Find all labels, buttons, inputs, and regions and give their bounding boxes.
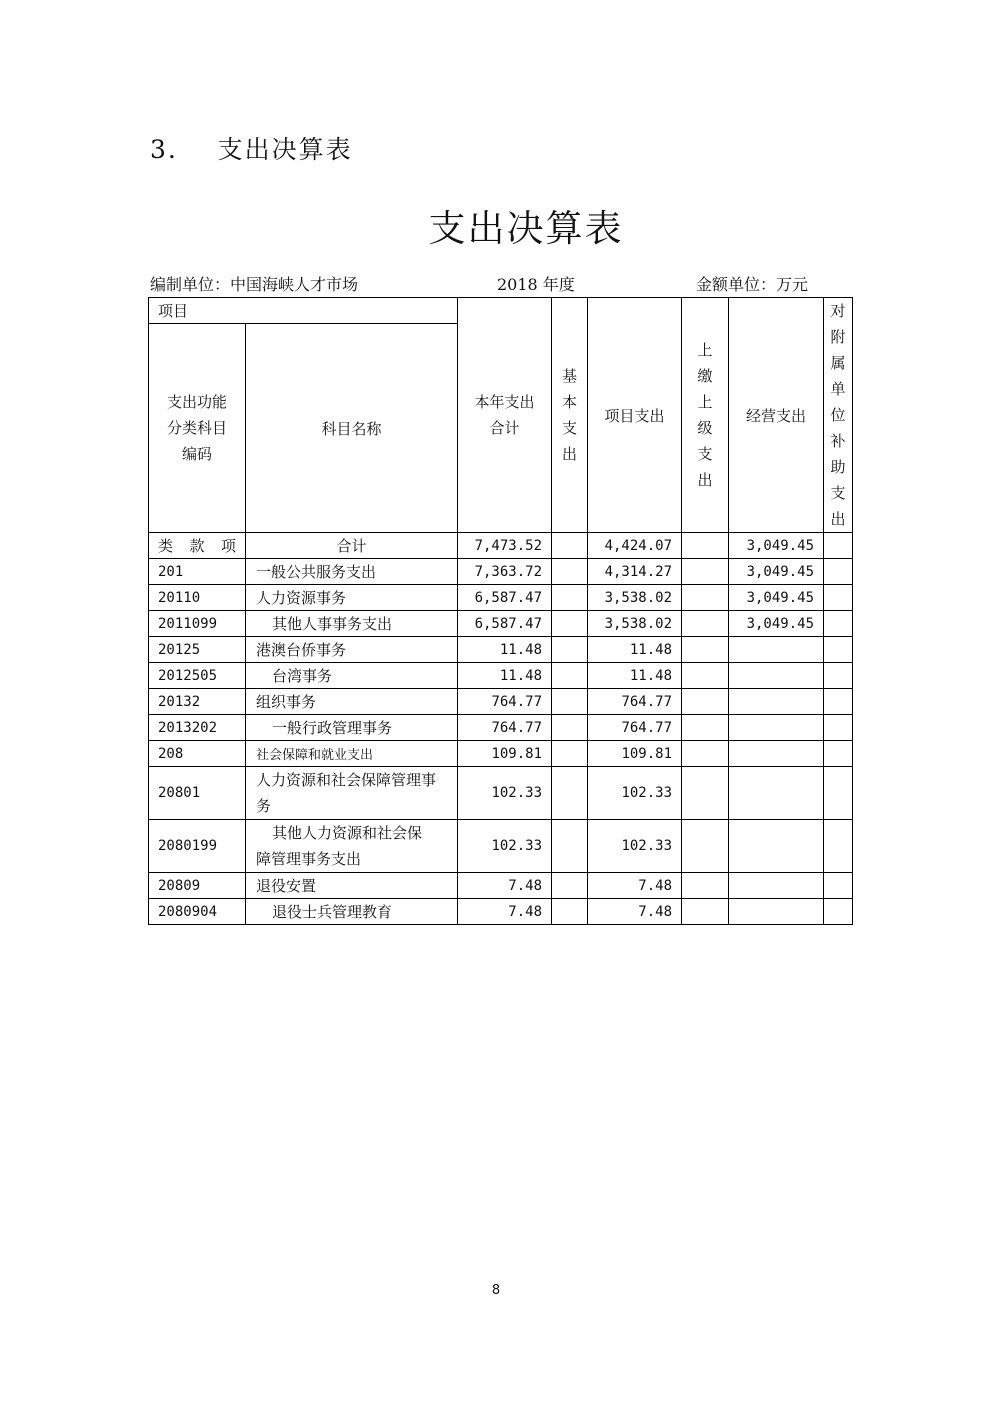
row-operating	[729, 663, 824, 689]
row-name	[246, 767, 458, 820]
header-subsidy-char: 助	[830, 458, 846, 476]
row-basic	[552, 611, 588, 637]
table-row	[149, 767, 853, 820]
table-row	[149, 899, 853, 925]
table-row	[149, 741, 853, 767]
row-code: 20132	[149, 689, 246, 715]
header-remit-char: 缴	[697, 367, 713, 385]
row-project: 7.48	[588, 899, 682, 925]
row-operating: 3,049.45	[729, 559, 824, 585]
row-subsidy	[824, 899, 853, 925]
row-operating	[729, 820, 824, 873]
row-basic	[552, 899, 588, 925]
row-project: 4,314.27	[588, 559, 682, 585]
row-code: 2080904	[149, 899, 246, 925]
row-basic	[552, 767, 588, 820]
header-basic-char: 基	[562, 367, 578, 385]
table-row	[149, 559, 853, 585]
row-name-line: 障管理事务支出	[256, 850, 362, 868]
row-remit	[682, 820, 729, 873]
header-project-expense: 项目支出	[588, 298, 682, 533]
header-remit-char: 上	[697, 393, 713, 411]
row-basic	[552, 689, 588, 715]
row-subsidy	[824, 611, 853, 637]
row-subsidy	[824, 585, 853, 611]
row-name: 其他人事事务支出	[246, 611, 458, 637]
header-total	[458, 298, 552, 533]
row-name-line: 务	[256, 797, 272, 815]
table-row	[149, 533, 853, 559]
header-code-line: 支出功能	[166, 393, 227, 412]
header-basic-char: 支	[562, 419, 578, 437]
row-project: 3,538.02	[588, 585, 682, 611]
row-remit	[682, 767, 729, 820]
row-operating	[729, 873, 824, 899]
row-name: 合计	[246, 533, 458, 559]
page-number: 8	[491, 1283, 501, 1298]
header-name: 科目名称	[246, 324, 458, 533]
row-remit	[682, 899, 729, 925]
row-subsidy	[824, 873, 853, 899]
row-project: 764.77	[588, 689, 682, 715]
row-project: 11.48	[588, 637, 682, 663]
row-subsidy	[824, 533, 853, 559]
row-remit	[682, 559, 729, 585]
row-basic	[552, 715, 588, 741]
table-row	[149, 715, 853, 741]
table-row	[149, 873, 853, 899]
row-remit	[682, 533, 729, 559]
row-name: 退役安置	[246, 873, 458, 899]
header-subsidy-char: 位	[830, 406, 846, 424]
table-row	[149, 689, 853, 715]
row-total: 764.77	[458, 715, 552, 741]
row-project: 11.48	[588, 663, 682, 689]
row-total: 11.48	[458, 637, 552, 663]
table-row	[149, 820, 853, 873]
expenditure-table	[148, 297, 853, 925]
row-remit	[682, 689, 729, 715]
row-code: 20801	[149, 767, 246, 820]
row-operating: 3,049.45	[729, 533, 824, 559]
row-project: 3,538.02	[588, 611, 682, 637]
row-operating	[729, 637, 824, 663]
row-basic	[552, 873, 588, 899]
row-code: 2011099	[149, 611, 246, 637]
row-code: 201	[149, 559, 246, 585]
row-basic	[552, 741, 588, 767]
row-total: 7.48	[458, 873, 552, 899]
row-subsidy	[824, 663, 853, 689]
row-total: 109.81	[458, 741, 552, 767]
row-name-line: 人力资源和社会保障管理事	[256, 771, 437, 789]
table-row	[149, 585, 853, 611]
row-code: 20125	[149, 637, 246, 663]
header-code	[149, 324, 246, 533]
row-basic	[552, 585, 588, 611]
header-subsidy-char: 支	[830, 484, 846, 502]
header-project: 项目	[149, 298, 458, 324]
row-code: 2013202	[149, 715, 246, 741]
row-remit	[682, 637, 729, 663]
row-basic	[552, 559, 588, 585]
table-row	[149, 637, 853, 663]
row-name: 台湾事务	[246, 663, 458, 689]
row-subsidy	[824, 767, 853, 820]
header-subsidy-char: 补	[830, 432, 846, 450]
row-code: 20110	[149, 585, 246, 611]
class-label-kuan: 款	[189, 537, 205, 555]
row-code: 2012505	[149, 663, 246, 689]
row-operating: 3,049.45	[729, 611, 824, 637]
row-remit	[682, 873, 729, 899]
header-subsidy-char: 对	[830, 302, 846, 320]
row-operating	[729, 715, 824, 741]
row-project: 4,424.07	[588, 533, 682, 559]
row-total: 6,587.47	[458, 611, 552, 637]
row-name: 一般公共服务支出	[246, 559, 458, 585]
header-code-line: 编码	[181, 445, 212, 464]
row-operating	[729, 741, 824, 767]
row-total: 6,587.47	[458, 585, 552, 611]
row-operating: 3,049.45	[729, 585, 824, 611]
row-operating	[729, 689, 824, 715]
class-label-lei: 类	[158, 537, 174, 555]
class-labels	[149, 533, 246, 559]
header-remit-char: 级	[697, 419, 713, 437]
row-name: 组织事务	[246, 689, 458, 715]
header-subsidy-char: 单	[830, 380, 846, 398]
row-subsidy	[824, 689, 853, 715]
row-basic	[552, 820, 588, 873]
header-subsidy	[824, 298, 853, 533]
row-project: 109.81	[588, 741, 682, 767]
row-total: 102.33	[458, 820, 552, 873]
row-project: 7.48	[588, 873, 682, 899]
header-subsidy-char: 附	[830, 328, 846, 346]
row-subsidy	[824, 820, 853, 873]
row-basic	[552, 663, 588, 689]
row-project: 102.33	[588, 820, 682, 873]
row-name: 人力资源事务	[246, 585, 458, 611]
header-basic-char: 本	[562, 393, 578, 411]
row-operating	[729, 767, 824, 820]
header-remit-char: 出	[697, 471, 713, 489]
header-basic	[552, 298, 588, 533]
header-subsidy-char: 属	[830, 354, 846, 372]
row-subsidy	[824, 741, 853, 767]
row-code: 20809	[149, 873, 246, 899]
document-title: 支出决算表	[428, 207, 624, 250]
row-total: 7,363.72	[458, 559, 552, 585]
header-total-line: 合计	[489, 419, 520, 437]
row-project: 764.77	[588, 715, 682, 741]
row-name: 退役士兵管理教育	[246, 899, 458, 925]
row-remit	[682, 611, 729, 637]
header-code-line: 分类科目	[166, 419, 227, 438]
row-name-line: 其他人力资源和社会保	[272, 824, 423, 842]
row-subsidy	[824, 637, 853, 663]
row-total: 7.48	[458, 899, 552, 925]
row-project: 102.33	[588, 767, 682, 820]
row-name: 一般行政管理事务	[246, 715, 458, 741]
header-basic-char: 出	[562, 445, 578, 463]
row-operating	[729, 899, 824, 925]
row-code: 2080199	[149, 820, 246, 873]
row-remit	[682, 663, 729, 689]
row-total: 764.77	[458, 689, 552, 715]
row-total: 11.48	[458, 663, 552, 689]
fiscal-year: 2018 年度	[497, 275, 575, 294]
row-remit	[682, 741, 729, 767]
row-basic	[552, 533, 588, 559]
header-remit-char: 支	[697, 445, 713, 463]
row-remit	[682, 715, 729, 741]
amount-unit: 金额单位：万元	[696, 275, 809, 294]
class-label-xiang: 项	[220, 537, 236, 555]
row-total: 7,473.52	[458, 533, 552, 559]
section-heading: 3. 支出决算表	[150, 135, 353, 164]
row-subsidy	[824, 715, 853, 741]
row-name: 港澳台侨事务	[246, 637, 458, 663]
compiling-unit: 编制单位：中国海峡人才市场	[150, 275, 359, 294]
row-total: 102.33	[458, 767, 552, 820]
header-total-line: 本年支出	[474, 393, 535, 411]
table-row	[149, 663, 853, 689]
header-remit	[682, 298, 729, 533]
row-name: 社会保障和就业支出	[246, 741, 458, 767]
row-name	[246, 820, 458, 873]
table-row	[149, 611, 853, 637]
header-row-project	[149, 298, 853, 324]
row-subsidy	[824, 559, 853, 585]
row-remit	[682, 585, 729, 611]
header-subsidy-char: 出	[830, 510, 846, 528]
header-remit-char: 上	[697, 341, 713, 359]
row-basic	[552, 637, 588, 663]
header-operating: 经营支出	[729, 298, 824, 533]
row-code: 208	[149, 741, 246, 767]
